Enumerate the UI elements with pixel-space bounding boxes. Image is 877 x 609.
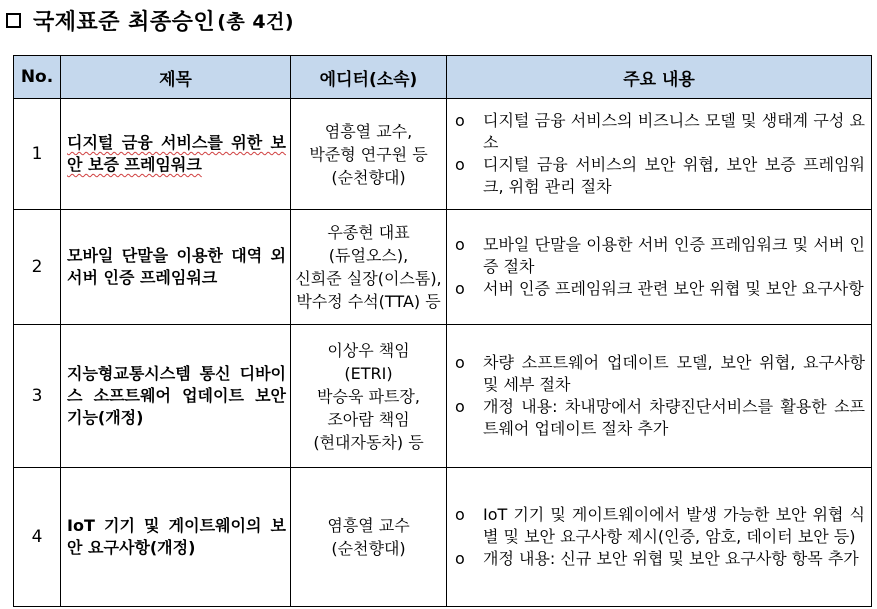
table-row <box>14 468 872 607</box>
bullet-icon: o <box>455 549 465 568</box>
table-row <box>14 99 872 210</box>
row-editors: 염흥열 교수, 박준형 연구원 등 (순천향대) <box>291 99 447 210</box>
heading-main: 국제표준 최종승인 <box>33 9 216 35</box>
row-editors: 우종현 대표 (듀얼오스), 신희준 실장(이스톰), 박수정 수석(TTA) 등 <box>291 210 447 325</box>
bullet-icon: o <box>455 111 465 130</box>
row-content: o 차량 소프트웨어 업데이트 모델, 보안 위협, 요구사항 및 세부 절차 o 개정 내용: 차내망에서 차량진단서비스를 활용한 소프트웨어 업데이트 절차 추가 <box>447 325 872 468</box>
bullet-icon: o <box>455 155 465 174</box>
row-editors: 염흥열 교수 (순천향대) <box>291 468 447 607</box>
bullet-icon: o <box>455 353 465 372</box>
bullet-icon: o <box>455 397 465 416</box>
row-title: 모바일 단말을 이용한 대역 외 서버 인증 프레임워크 <box>61 210 291 325</box>
row-title: 디지털 금융 서비스를 위한 보안 보증 프레임워크 <box>61 99 291 210</box>
row-content: o 디지털 금융 서비스의 비즈니스 모델 및 생태계 구성 요소 o 디지털 금융 서비스의 보안 위협, 보안 보증 프레임워크, 위험 관리 절차 <box>447 99 872 210</box>
row-content: o IoT 기기 및 게이트웨이에서 발생 가능한 보안 위협 식별 및 보안 요구사항 제시(인증, 암호, 데이터 보안 등) o 개정 내용: 신규 보안 위협 및 보안 요구사항 항목 추가 <box>447 468 872 607</box>
table-row <box>14 210 872 325</box>
header-no: No. <box>14 56 61 99</box>
row-number: 3 <box>14 325 61 468</box>
section-heading <box>6 4 294 36</box>
row-editors: 이상우 책임 (ETRI) 박승욱 파트장, 조아람 책임 (현대자동차) 등 <box>291 325 447 468</box>
bullet-icon: o <box>455 505 465 524</box>
header-editor: 에디터(소속) <box>291 56 447 99</box>
row-number: 2 <box>14 210 61 325</box>
bullet-icon: o <box>455 279 465 298</box>
checkbox-square-icon <box>6 13 21 28</box>
row-title: 지능형교통시스템 통신 디바이스 소프트웨어 업데이트 보안 기능(개정) <box>61 325 291 468</box>
header-title: 제목 <box>61 56 291 99</box>
standards-table <box>13 55 872 607</box>
row-number: 4 <box>14 468 61 607</box>
row-title: IoT 기기 및 게이트웨이의 보안 요구사항(개정) <box>61 468 291 607</box>
table-header-row <box>14 56 872 99</box>
header-content: 주요 내용 <box>447 56 872 99</box>
heading-count: (총 4건) <box>217 10 295 33</box>
bullet-icon: o <box>455 235 465 254</box>
table-row <box>14 325 872 468</box>
row-content: o 모바일 단말을 이용한 서버 인증 프레임워크 및 서버 인증 절차 o 서버 인증 프레임워크 관련 보안 위협 및 보안 요구사항 <box>447 210 872 325</box>
row-number: 1 <box>14 99 61 210</box>
